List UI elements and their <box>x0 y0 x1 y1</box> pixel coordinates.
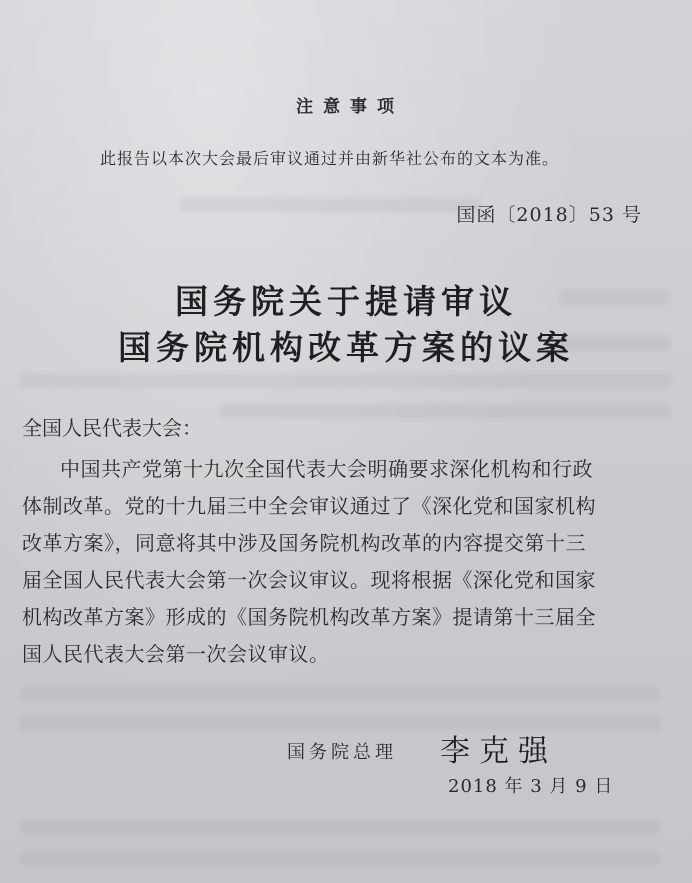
body-line: 改革方案》，同意将其中涉及国务院机构改革的内容提交第十三 <box>22 531 586 555</box>
document-number: 国函〔2018〕53 号 <box>456 204 642 226</box>
bleed-through-mark <box>20 686 660 700</box>
bleed-through-mark <box>180 198 480 212</box>
bleed-through-mark <box>20 852 660 866</box>
signatory-title: 国务院总理 <box>287 742 397 763</box>
document-title-line-1: 国务院关于提请审议 <box>175 282 517 321</box>
notice-text: 此报告以本次大会最后审议通过并由新华社公布的文本为准。 <box>100 149 560 168</box>
bleed-through-mark <box>220 404 670 418</box>
signatory-name: 李克强 <box>440 734 557 769</box>
notice-heading: 注意事项 <box>296 97 404 117</box>
bleed-through-mark <box>20 716 660 730</box>
body-line: 国人民代表大会第一次会议审议。 <box>22 642 330 666</box>
body-line: 届全国人民代表大会第一次会议审议。现将根据《深化党和国家 <box>22 568 596 592</box>
bleed-through-mark <box>20 374 670 388</box>
document-title-line-2: 国务院机构改革方案的议案 <box>118 328 574 367</box>
document-date: 2018 年 3 月 9 日 <box>448 776 614 797</box>
salutation: 全国人民代表大会： <box>22 416 202 440</box>
body-line: 中国共产党第十九次全国代表大会明确要求深化机构和行政 <box>60 457 593 481</box>
body-line: 机构改革方案》形成的《国务院机构改革方案》提请第十三届全 <box>22 605 596 629</box>
body-line: 体制改革。党的十九届三中全会审议通过了《深化党和国家机构 <box>22 494 596 518</box>
bleed-through-mark <box>20 820 660 834</box>
